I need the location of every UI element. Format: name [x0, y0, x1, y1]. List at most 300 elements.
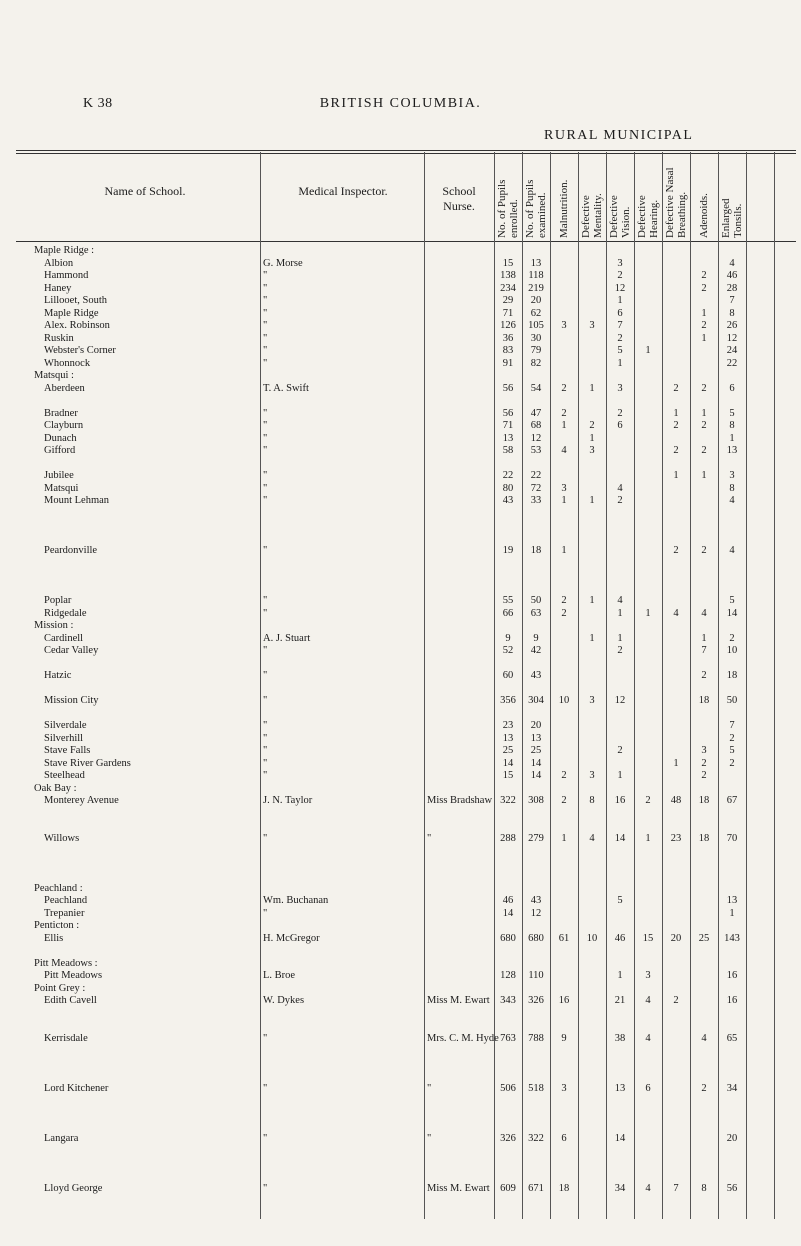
cell-ade: 1 [701, 407, 707, 419]
school-name: Aberdeen [44, 382, 85, 394]
medical-inspector: G. Morse [263, 257, 303, 269]
cell-ade: 2 [701, 320, 707, 331]
cell-enr: 326 [500, 1132, 516, 1144]
cell-exm: 680 [528, 932, 544, 944]
cell-exm: 12 [530, 432, 542, 444]
cell-vis: 12 [614, 695, 626, 706]
school-nurse: Miss Bradshaw [427, 795, 493, 806]
school-nurse: Miss M. Ewart [427, 995, 490, 1006]
school-name: Oak Bay : [34, 782, 77, 794]
cell-ade: 18 [698, 795, 710, 806]
school-name: Ridgedale [44, 607, 87, 619]
cell-nas: 2 [673, 545, 679, 556]
medical-inspector: " [263, 1082, 268, 1094]
medical-inspector: " [263, 470, 268, 481]
header-hearing-line: Defective [636, 195, 648, 238]
school-name: Maple Ridge : [34, 245, 95, 256]
school-name: Pitt Meadows [44, 970, 103, 981]
cell-mal: 61 [558, 932, 570, 944]
cell-enr: 14 [502, 757, 514, 769]
cell-exm: 518 [528, 1082, 544, 1094]
cell-men: 1 [589, 595, 595, 606]
school-nurse: Mrs. C. M. Hyde [427, 1032, 499, 1044]
cell-mal: 3 [561, 482, 567, 494]
school-name: Mission City [44, 695, 99, 706]
cell-vis: 2 [617, 332, 623, 344]
cell-exm: 118 [528, 270, 544, 281]
cell-vis: 6 [617, 307, 623, 319]
cell-vis: 38 [614, 1032, 626, 1044]
cell-enr: 15 [502, 770, 514, 781]
medical-inspector: J. N. Taylor [263, 795, 313, 806]
cell-enr: 506 [500, 1082, 516, 1094]
cell-enr: 128 [500, 970, 516, 981]
cell-exm: 279 [528, 832, 544, 844]
cell-ton: 1 [729, 432, 735, 444]
cell-men: 3 [589, 770, 595, 781]
cell-exm: 33 [530, 495, 542, 506]
cell-ton: 65 [726, 1032, 738, 1044]
cell-ton: 1 [729, 907, 735, 919]
header-enrolled-line: No. of Pupils [496, 179, 508, 238]
cell-mal: 2 [561, 607, 567, 619]
cell-ade: 2 [701, 445, 707, 456]
school-name: Willows [44, 832, 80, 844]
cell-exm: 79 [530, 345, 542, 356]
cell-enr: 13 [502, 432, 514, 444]
cell-ade: 2 [701, 282, 707, 294]
cell-enr: 15 [502, 257, 514, 269]
school-name: Silverhill [44, 732, 84, 744]
cell-exm: 20 [530, 720, 542, 731]
header-nasal-line: Breathing. [676, 191, 688, 238]
cell-ton: 28 [726, 282, 738, 294]
school-nurse: " [427, 1082, 432, 1094]
cell-exm: 82 [530, 357, 542, 369]
cell-exm: 14 [530, 770, 542, 781]
cell-mal: 3 [561, 320, 567, 331]
cell-mal: 9 [561, 1032, 567, 1044]
cell-ton: 2 [729, 632, 735, 644]
school-name: Ellis [44, 932, 64, 944]
cell-enr: 356 [500, 695, 516, 706]
cell-ton: 8 [729, 307, 735, 319]
cell-enr: 680 [500, 932, 516, 944]
cell-ade: 2 [701, 770, 707, 781]
cell-ton: 5 [729, 595, 735, 606]
school-name: Poplar [44, 595, 72, 606]
school-nurse: " [427, 832, 432, 844]
cell-enr: 83 [502, 345, 514, 356]
school-name: Hatzic [44, 670, 72, 681]
cell-ton: 14 [726, 607, 738, 619]
cell-exm: 322 [528, 1132, 544, 1144]
school-name: Mission : [34, 620, 74, 631]
cell-nas: 1 [673, 757, 679, 769]
cell-enr: 138 [500, 270, 516, 281]
cell-vis: 2 [617, 270, 623, 281]
cell-vis: 1 [617, 357, 623, 369]
cell-enr: 126 [500, 320, 516, 331]
cell-enr: 66 [502, 607, 514, 619]
cell-enr: 60 [502, 670, 514, 681]
medical-inspector: " [263, 357, 268, 369]
cell-mal: 10 [558, 695, 570, 706]
cell-enr: 29 [502, 295, 514, 306]
school-name: Haney [44, 282, 72, 294]
cell-enr: 36 [502, 332, 514, 344]
cell-exm: 9 [533, 632, 539, 644]
cell-ton: 5 [729, 407, 735, 419]
school-name: Langara [44, 1132, 79, 1144]
cell-ton: 18 [726, 670, 738, 681]
cell-ade: 7 [701, 645, 707, 656]
cell-ton: 10 [726, 645, 738, 656]
medical-inspector: " [263, 545, 268, 556]
school-name: Monterey Avenue [44, 795, 119, 806]
cell-vis: 3 [617, 257, 623, 269]
school-name: Peachland : [34, 882, 83, 894]
cell-ton: 34 [726, 1082, 738, 1094]
cell-exm: 68 [530, 420, 542, 431]
cell-nas: 2 [673, 445, 679, 456]
cell-ade: 2 [701, 545, 707, 556]
cell-ade: 2 [701, 1082, 707, 1094]
cell-ton: 143 [724, 932, 740, 944]
school-name: Lord Kitchener [44, 1082, 109, 1094]
cell-ton: 2 [729, 757, 735, 769]
cell-exm: 72 [530, 482, 542, 494]
medical-inspector: " [263, 307, 268, 319]
cell-exm: 14 [530, 757, 542, 769]
medical-inspector: " [263, 407, 268, 419]
cell-hea: 15 [642, 932, 654, 944]
medical-inspector: " [263, 332, 268, 344]
cell-ton: 5 [729, 745, 735, 756]
cell-hea: 4 [645, 1182, 651, 1194]
cell-vis: 6 [617, 420, 623, 431]
cell-enr: 58 [502, 445, 514, 456]
medical-inspector: " [263, 720, 268, 731]
cell-exm: 788 [528, 1032, 544, 1044]
cell-ade: 1 [701, 470, 707, 481]
cell-vis: 5 [617, 895, 623, 906]
medical-inspector: " [263, 1182, 268, 1194]
cell-enr: 609 [500, 1182, 516, 1194]
medical-inspector: " [263, 445, 268, 456]
cell-exm: 54 [530, 382, 542, 394]
header-examined-line: No. of Pupils [524, 179, 536, 238]
cell-exm: 18 [530, 545, 542, 556]
cell-hea: 4 [645, 995, 651, 1006]
cell-mal: 1 [561, 495, 567, 506]
cell-vis: 1 [617, 607, 623, 619]
cell-nas: 4 [673, 607, 679, 619]
cell-exm: 13 [530, 732, 542, 744]
cell-enr: 19 [502, 545, 514, 556]
header-enrolled-line: enrolled. [508, 199, 520, 238]
cell-mal: 2 [561, 595, 567, 606]
cell-mal: 2 [561, 382, 567, 394]
medical-inspector: " [263, 295, 268, 306]
cell-ade: 2 [701, 757, 707, 769]
school-name: Matsqui [44, 482, 79, 494]
cell-ade: 3 [701, 745, 707, 756]
cell-men: 1 [589, 382, 595, 394]
cell-exm: 25 [530, 745, 542, 756]
school-name: Peachland [44, 895, 88, 906]
cell-men: 10 [586, 932, 598, 944]
medical-inspector: " [263, 320, 268, 331]
cell-men: 4 [589, 832, 595, 844]
cell-ade: 4 [701, 607, 707, 619]
cell-mal: 1 [561, 420, 567, 431]
cell-ton: 12 [726, 332, 738, 344]
cell-ton: 13 [726, 895, 738, 906]
medical-inspector: " [263, 1032, 268, 1044]
cell-men: 3 [589, 445, 595, 456]
cell-enr: 55 [502, 595, 514, 606]
cell-exm: 30 [530, 332, 542, 344]
cell-mal: 4 [561, 445, 567, 456]
header-mentality-line: Defective [580, 195, 592, 238]
medical-inspector: " [263, 270, 268, 281]
school-name: Penticton : [34, 920, 80, 931]
cell-enr: 14 [502, 907, 514, 919]
cell-nas: 23 [670, 832, 682, 844]
school-name: Clayburn [44, 420, 84, 431]
cell-exm: 105 [528, 320, 544, 331]
cell-men: 3 [589, 695, 595, 706]
cell-ade: 18 [698, 695, 710, 706]
cell-nas: 2 [673, 382, 679, 394]
medical-inspector: " [263, 282, 268, 294]
school-name: Pitt Meadows : [34, 957, 98, 969]
medical-inspector: " [263, 770, 268, 781]
medical-inspector: " [263, 732, 268, 744]
cell-vis: 2 [617, 645, 623, 656]
header-tonsils-line: Enlarged [720, 198, 732, 238]
header-tonsils-line: Tonsils. [732, 203, 744, 238]
cell-ade: 2 [701, 420, 707, 431]
cell-ade: 18 [698, 832, 710, 844]
school-name: Stave River Gardens [44, 757, 131, 769]
cell-exm: 308 [528, 795, 544, 806]
cell-vis: 1 [617, 632, 623, 644]
cell-ton: 8 [729, 420, 735, 431]
school-name: Albion [44, 257, 74, 269]
cell-mal: 3 [561, 1082, 567, 1094]
cell-vis: 1 [617, 770, 623, 781]
cell-men: 3 [589, 320, 595, 331]
cell-ton: 50 [726, 695, 738, 706]
cell-exm: 12 [530, 907, 542, 919]
cell-ade: 1 [701, 632, 707, 644]
cell-hea: 1 [645, 607, 651, 619]
cell-ton: 24 [726, 345, 738, 356]
cell-hea: 3 [645, 970, 651, 981]
cell-exm: 304 [528, 695, 544, 706]
cell-vis: 2 [617, 745, 623, 756]
medical-inspector: " [263, 432, 268, 444]
school-name: Alex. Robinson [44, 320, 110, 331]
cell-mal: 1 [561, 832, 567, 844]
medical-inspector: Wm. Buchanan [263, 895, 329, 906]
cell-ton: 6 [729, 382, 735, 394]
cell-ton: 16 [726, 995, 738, 1006]
cell-ton: 16 [726, 970, 738, 981]
cell-vis: 5 [617, 345, 623, 356]
cell-exm: 110 [528, 970, 544, 981]
school-name: Lillooet, South [44, 295, 107, 306]
cell-exm: 22 [530, 470, 542, 481]
medical-inspector: " [263, 757, 268, 769]
running-title: BRITISH COLUMBIA. [319, 96, 482, 111]
cell-enr: 343 [500, 995, 516, 1006]
medical-inspector: " [263, 607, 268, 619]
medical-inspector: T. A. Swift [263, 382, 309, 394]
medical-inspector: " [263, 645, 268, 656]
school-name: Whonnock [44, 357, 91, 369]
medical-inspector: W. Dykes [263, 995, 305, 1006]
cell-ton: 4 [729, 495, 735, 506]
cell-nas: 7 [673, 1182, 679, 1194]
cell-vis: 21 [614, 995, 626, 1006]
school-nurse: Miss M. Ewart [427, 1182, 490, 1194]
cell-exm: 219 [528, 282, 544, 294]
medical-inspector: " [263, 345, 268, 356]
cell-enr: 71 [502, 307, 514, 319]
medical-inspector: " [263, 832, 268, 844]
cell-vis: 14 [614, 1132, 626, 1144]
cell-exm: 50 [530, 595, 542, 606]
cell-exm: 47 [530, 407, 542, 419]
cell-ton: 7 [729, 295, 735, 306]
medical-inspector: A. J. Stuart [263, 632, 311, 644]
cell-vis: 7 [617, 320, 623, 331]
cell-vis: 46 [614, 932, 626, 944]
cell-vis: 1 [617, 970, 623, 981]
header-nurse: School Nurse. [442, 184, 476, 213]
school-name: Jubilee [44, 470, 74, 481]
cell-nas: 20 [670, 932, 682, 944]
header-school: Name of School. [104, 184, 186, 198]
cell-enr: 22 [502, 470, 514, 481]
cell-enr: 80 [502, 482, 514, 494]
cell-ton: 4 [729, 545, 735, 556]
school-name: Edith Cavell [44, 995, 97, 1006]
cell-ton: 20 [726, 1132, 738, 1144]
cell-mal: 6 [561, 1132, 567, 1144]
cell-mal: 16 [558, 995, 570, 1006]
cell-ton: 26 [726, 320, 738, 331]
cell-exm: 671 [528, 1182, 544, 1194]
cell-vis: 34 [614, 1182, 626, 1194]
cell-vis: 14 [614, 832, 626, 844]
cell-mal: 2 [561, 407, 567, 419]
medical-inspector: " [263, 695, 268, 706]
cell-enr: 91 [502, 357, 514, 369]
cell-ton: 3 [729, 470, 735, 481]
cell-exm: 63 [530, 607, 542, 619]
header-nasal-line: Defective Nasal [664, 167, 676, 238]
cell-vis: 2 [617, 407, 623, 419]
header-inspector: Medical Inspector. [298, 184, 388, 198]
cell-vis: 12 [614, 282, 626, 294]
school-name: Steelhead [44, 770, 85, 781]
cell-men: 8 [589, 795, 595, 806]
cell-enr: 71 [502, 420, 514, 431]
header-vision-line: Defective [608, 195, 620, 238]
header-adenoids-line: Adenoids. [698, 193, 710, 238]
cell-enr: 56 [502, 382, 514, 394]
cell-ade: 2 [701, 382, 707, 394]
cell-ton: 4 [729, 257, 735, 269]
cell-enr: 9 [505, 632, 511, 644]
cell-enr: 52 [502, 645, 514, 656]
medical-inspector: " [263, 670, 268, 681]
cell-hea: 2 [645, 795, 651, 806]
cell-exm: 62 [530, 307, 542, 319]
cell-enr: 46 [502, 895, 514, 906]
medical-inspector: " [263, 745, 268, 756]
cell-enr: 234 [500, 282, 516, 294]
cell-men: 1 [589, 632, 595, 644]
school-name: Bradner [44, 407, 78, 419]
medical-inspector: " [263, 420, 268, 431]
cell-vis: 4 [617, 482, 623, 494]
cell-men: 1 [589, 495, 595, 506]
school-name: Peardonville [44, 545, 98, 556]
cell-hea: 1 [645, 345, 651, 356]
cell-vis: 13 [614, 1082, 626, 1094]
cell-ton: 22 [726, 357, 738, 369]
medical-inspector: " [263, 1132, 268, 1144]
school-name: Mount Lehman [44, 495, 110, 506]
school-name: Maple Ridge [44, 307, 99, 319]
cell-ton: 2 [729, 732, 735, 744]
cell-enr: 56 [502, 407, 514, 419]
cell-ton: 7 [729, 720, 735, 731]
cell-ade: 8 [701, 1182, 707, 1194]
cell-ton: 8 [729, 482, 735, 494]
cell-hea: 4 [645, 1032, 651, 1044]
cell-men: 1 [589, 432, 595, 444]
cell-nas: 2 [673, 420, 679, 431]
cell-mal: 2 [561, 795, 567, 806]
cell-vis: 1 [617, 295, 623, 306]
cell-vis: 16 [614, 795, 626, 806]
cell-mal: 18 [558, 1182, 570, 1194]
cell-ton: 13 [726, 445, 738, 456]
cell-ton: 46 [726, 270, 738, 281]
cell-ade: 2 [701, 270, 707, 281]
cell-ade: 2 [701, 670, 707, 681]
cell-ade: 25 [698, 932, 710, 944]
cell-exm: 326 [528, 995, 544, 1006]
cell-men: 2 [589, 420, 595, 431]
header-malnutrition-line: Malnutrition. [558, 179, 570, 238]
cell-enr: 322 [500, 795, 516, 806]
school-name: Hammond [44, 270, 89, 281]
medical-inspector: L. Broe [263, 970, 296, 981]
cell-nas: 1 [673, 407, 679, 419]
cell-vis: 4 [617, 595, 623, 606]
medical-inspector: " [263, 595, 268, 606]
cell-exm: 13 [530, 257, 542, 269]
cell-ton: 67 [726, 795, 738, 806]
cell-exm: 43 [530, 670, 542, 681]
